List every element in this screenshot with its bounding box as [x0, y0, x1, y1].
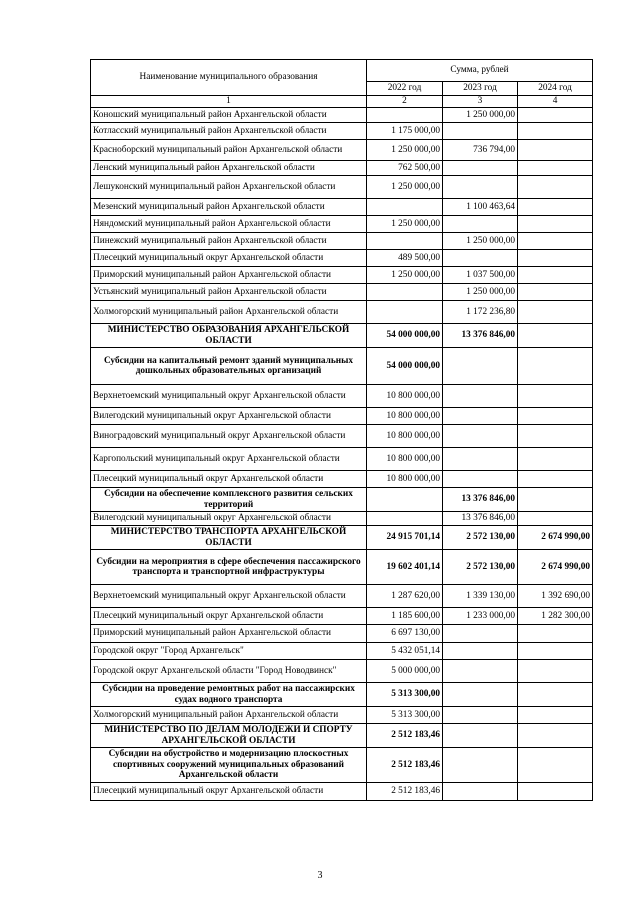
row-value-2022: 10 800 000,00	[367, 385, 443, 408]
header-sum-col: Сумма, рублей	[367, 60, 593, 82]
row-name: Холмогорский муниципальный район Архангельской области	[91, 301, 367, 324]
row-name: Субсидии на проведение ремонтных работ на пассажирских судах водного транспорта	[91, 683, 367, 707]
row-value-2022: 1 175 000,00	[367, 123, 443, 140]
row-value-2022: 5 000 000,00	[367, 660, 443, 683]
row-value-2022: 54 000 000,00	[367, 348, 443, 385]
row-value-2024	[518, 301, 593, 324]
table-row	[91, 408, 593, 425]
row-value-2023: 1 250 000,00	[443, 233, 518, 250]
row-value-2024	[518, 724, 593, 748]
row-value-2023	[443, 724, 518, 748]
row-value-2024	[518, 408, 593, 425]
row-value-2022	[367, 512, 443, 526]
row-value-2023: 13 376 846,00	[443, 488, 518, 512]
row-value-2023	[443, 161, 518, 176]
row-value-2023: 2 572 130,00	[443, 526, 518, 550]
row-value-2023: 736 794,00	[443, 140, 518, 161]
row-value-2022	[367, 284, 443, 301]
table-row-section	[91, 724, 593, 748]
row-name: Субсидии на обеспечение комплексного развития сельских территорий	[91, 488, 367, 512]
row-value-2023: 13 376 846,00	[443, 324, 518, 348]
table-row	[91, 140, 593, 161]
row-value-2024	[518, 385, 593, 408]
row-value-2024	[518, 625, 593, 643]
row-value-2022: 10 800 000,00	[367, 448, 443, 471]
row-name: Холмогорский муниципальный район Архангельской области	[91, 707, 367, 724]
row-value-2023	[443, 448, 518, 471]
row-name: Приморский муниципальный район Архангельской области	[91, 267, 367, 284]
row-value-2023: 2 572 130,00	[443, 550, 518, 585]
budget-table	[90, 59, 593, 801]
table-row	[91, 233, 593, 250]
row-value-2022: 54 000 000,00	[367, 324, 443, 348]
row-value-2022: 6 697 130,00	[367, 625, 443, 643]
row-value-2023	[443, 625, 518, 643]
row-value-2024: 2 674 990,00	[518, 550, 593, 585]
row-name: Плесецкий муниципальный округ Архангельской области	[91, 471, 367, 488]
row-value-2022: 1 185 600,00	[367, 608, 443, 625]
row-name: Няндомский муниципальный район Архангельской области	[91, 216, 367, 233]
row-value-2022: 2 512 183,46	[367, 748, 443, 783]
table-row	[91, 585, 593, 608]
row-value-2022: 10 800 000,00	[367, 408, 443, 425]
row-name: Лешуконский муниципальный район Архангельской области	[91, 176, 367, 199]
row-value-2022	[367, 199, 443, 216]
row-name: Вилегодский муниципальный округ Архангельской области	[91, 408, 367, 425]
table-row	[91, 250, 593, 267]
row-value-2024	[518, 683, 593, 707]
table-row	[91, 512, 593, 526]
table-row	[91, 660, 593, 683]
row-value-2022: 19 602 401,14	[367, 550, 443, 585]
table-row-section	[91, 324, 593, 348]
row-value-2022: 5 432 051,14	[367, 643, 443, 660]
table-row-section	[91, 683, 593, 707]
row-value-2024	[518, 471, 593, 488]
table-row	[91, 301, 593, 324]
table-row-section	[91, 526, 593, 550]
table-row	[91, 108, 593, 123]
row-name: Устьянский муниципальный район Архангельской области	[91, 284, 367, 301]
row-value-2024	[518, 216, 593, 233]
row-value-2024	[518, 233, 593, 250]
row-value-2024: 1 282 300,00	[518, 608, 593, 625]
row-value-2023: 1 100 463,64	[443, 199, 518, 216]
row-value-2024	[518, 123, 593, 140]
row-value-2022	[367, 108, 443, 123]
row-name: Верхнетоемский муниципальный округ Архангельской области	[91, 585, 367, 608]
row-name: Городской округ Архангельской области "Город Новодвинск"	[91, 660, 367, 683]
row-value-2022: 5 313 300,00	[367, 683, 443, 707]
table-row	[91, 123, 593, 140]
row-value-2024	[518, 284, 593, 301]
row-value-2023: 13 376 846,00	[443, 512, 518, 526]
header-year-2024: 2024 год	[518, 82, 593, 96]
row-name: Плесецкий муниципальный округ Архангельской области	[91, 250, 367, 267]
row-value-2022: 2 512 183,46	[367, 783, 443, 801]
row-name: Котласский муниципальный район Архангельской области	[91, 123, 367, 140]
row-value-2024	[518, 783, 593, 801]
row-value-2023	[443, 643, 518, 660]
row-value-2023: 1 037 500,00	[443, 267, 518, 284]
row-value-2023	[443, 216, 518, 233]
row-value-2024	[518, 108, 593, 123]
col-number-4: 4	[518, 96, 593, 108]
row-value-2022: 10 800 000,00	[367, 425, 443, 448]
row-value-2023	[443, 123, 518, 140]
table-row-section	[91, 348, 593, 385]
row-value-2024	[518, 707, 593, 724]
col-number-3: 3	[443, 96, 518, 108]
row-value-2022: 1 250 000,00	[367, 216, 443, 233]
table-row	[91, 471, 593, 488]
table-row	[91, 448, 593, 471]
table-row-section	[91, 488, 593, 512]
table-row	[91, 176, 593, 199]
row-value-2022: 2 512 183,46	[367, 724, 443, 748]
row-name: Плесецкий муниципальный округ Архангельской области	[91, 608, 367, 625]
row-value-2023: 1 250 000,00	[443, 284, 518, 301]
table-row	[91, 425, 593, 448]
row-name: Ленский муниципальный район Архангельской области	[91, 161, 367, 176]
row-value-2023	[443, 425, 518, 448]
table-body	[91, 108, 593, 801]
table-row	[91, 625, 593, 643]
table-row-section	[91, 748, 593, 783]
row-value-2023: 1 250 000,00	[443, 108, 518, 123]
row-value-2022	[367, 301, 443, 324]
row-name: Коношский муниципальный район Архангельской области	[91, 108, 367, 123]
row-value-2024	[518, 488, 593, 512]
table-row	[91, 267, 593, 284]
col-number-1: 1	[91, 96, 367, 108]
row-name: Верхнетоемский муниципальный округ Архангельской области	[91, 385, 367, 408]
row-value-2023	[443, 385, 518, 408]
row-value-2023	[443, 471, 518, 488]
row-name: МИНИСТЕРСТВО ТРАНСПОРТА АРХАНГЕЛЬСКОЙ ОБЛАСТИ	[91, 526, 367, 550]
row-value-2024	[518, 643, 593, 660]
row-value-2023	[443, 707, 518, 724]
row-value-2024	[518, 324, 593, 348]
table-row	[91, 608, 593, 625]
row-value-2022	[367, 233, 443, 250]
row-value-2024	[518, 199, 593, 216]
table-row-section	[91, 550, 593, 585]
row-value-2023: 1 172 236,80	[443, 301, 518, 324]
col-number-2: 2	[367, 96, 443, 108]
row-value-2023	[443, 348, 518, 385]
row-value-2024	[518, 250, 593, 267]
row-value-2022: 1 250 000,00	[367, 267, 443, 284]
row-value-2023	[443, 250, 518, 267]
table-row	[91, 199, 593, 216]
row-value-2022	[367, 488, 443, 512]
row-value-2023	[443, 660, 518, 683]
row-value-2023: 1 233 000,00	[443, 608, 518, 625]
row-value-2022: 24 915 701,14	[367, 526, 443, 550]
row-name: Субсидии на капитальный ремонт зданий муниципальных дошкольных образовательных организаций	[91, 348, 367, 385]
row-value-2022: 1 250 000,00	[367, 176, 443, 199]
page-number: 3	[317, 870, 323, 881]
row-value-2023	[443, 783, 518, 801]
row-name: Виноградовский муниципальный округ Архангельской области	[91, 425, 367, 448]
row-name: Субсидии на обустройство и модернизацию плоскостных спортивных сооружений муниципальных образований Архангельской области	[91, 748, 367, 783]
row-value-2023	[443, 748, 518, 783]
row-value-2022: 10 800 000,00	[367, 471, 443, 488]
row-value-2023	[443, 408, 518, 425]
table-row	[91, 284, 593, 301]
row-name: Городской округ "Город Архангельск"	[91, 643, 367, 660]
row-value-2024	[518, 176, 593, 199]
table-row	[91, 385, 593, 408]
row-name: Мезенский муниципальный район Архангельской области	[91, 199, 367, 216]
row-value-2024	[518, 448, 593, 471]
row-value-2024	[518, 348, 593, 385]
row-value-2023	[443, 683, 518, 707]
row-value-2022: 1 250 000,00	[367, 140, 443, 161]
row-value-2023: 1 339 130,00	[443, 585, 518, 608]
row-name: Приморский муниципальный район Архангельской области	[91, 625, 367, 643]
row-name: Плесецкий муниципальный округ Архангельской области	[91, 783, 367, 801]
row-name: МИНИСТЕРСТВО ОБРАЗОВАНИЯ АРХАНГЕЛЬСКОЙ ОБЛАСТИ	[91, 324, 367, 348]
header-year-2022: 2022 год	[367, 82, 443, 96]
table-row	[91, 707, 593, 724]
row-name: Красноборский муниципальный район Архангельской области	[91, 140, 367, 161]
row-value-2024	[518, 660, 593, 683]
row-value-2022: 1 287 620,00	[367, 585, 443, 608]
row-value-2022: 5 313 300,00	[367, 707, 443, 724]
table-row	[91, 161, 593, 176]
row-name: Вилегодский муниципальный округ Архангельской области	[91, 512, 367, 526]
row-value-2024	[518, 748, 593, 783]
row-value-2024	[518, 161, 593, 176]
row-value-2024	[518, 425, 593, 448]
table-row	[91, 216, 593, 233]
row-name: Каргопольский муниципальный округ Архангельской области	[91, 448, 367, 471]
table-row	[91, 643, 593, 660]
row-name: Субсидии на мероприятия в сфере обеспечения пассажирского транспорта и транспортной инфраструктуры	[91, 550, 367, 585]
header-year-2023: 2023 год	[443, 82, 518, 96]
row-name: МИНИСТЕРСТВО ПО ДЕЛАМ МОЛОДЕЖИ И СПОРТУ АРХАНГЕЛЬСКОЙ ОБЛАСТИ	[91, 724, 367, 748]
row-value-2024: 2 674 990,00	[518, 526, 593, 550]
row-value-2024	[518, 512, 593, 526]
row-value-2023	[443, 176, 518, 199]
table-row	[91, 783, 593, 801]
row-value-2022: 489 500,00	[367, 250, 443, 267]
row-value-2022: 762 500,00	[367, 161, 443, 176]
row-value-2024	[518, 267, 593, 284]
row-value-2024: 1 392 690,00	[518, 585, 593, 608]
row-value-2024	[518, 140, 593, 161]
row-name: Пинежский муниципальный район Архангельской области	[91, 233, 367, 250]
header-name-col: Наименование муниципального образования	[91, 60, 367, 96]
